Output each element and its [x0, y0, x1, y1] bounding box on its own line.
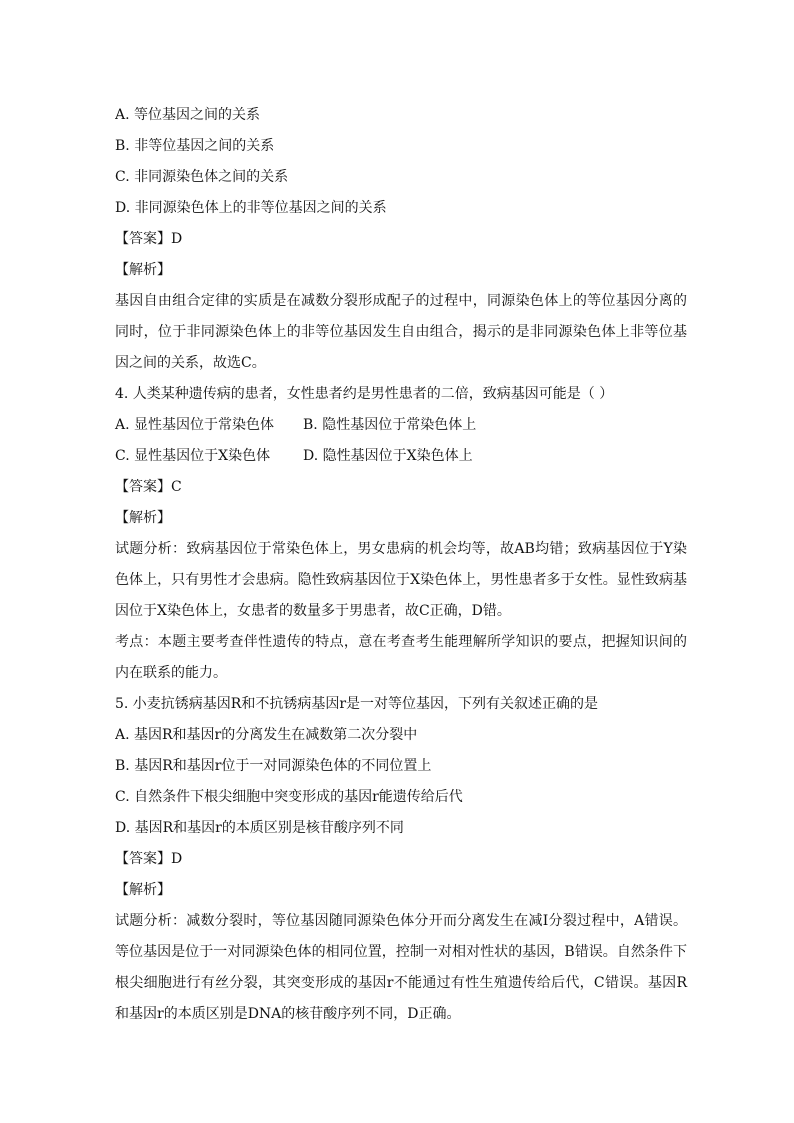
q5-option-c: C. 自然条件下根尖细胞中突变形成的基因r能遗传给后代	[115, 789, 463, 805]
q3-option-b: B. 非等位基因之间的关系	[115, 138, 275, 154]
q4-option-d: D. 隐性基因位于X染色体上	[303, 448, 473, 464]
q4-stem: 4. 人类某种遗传病的患者，女性患者约是男性患者的二倍，致病基因可能是（ ）	[115, 386, 614, 402]
document-page	[115, 100, 687, 1030]
q3-answer: 【答案】D	[115, 231, 183, 247]
q5-answer: 【答案】D	[115, 851, 183, 867]
q5-option-d: D. 基因R和基因r的本质区别是核苷酸序列不同	[115, 820, 404, 836]
q5-option-a: A. 基因R和基因r的分离发生在减数第二次分裂中	[115, 727, 418, 743]
q4-option-b: B. 隐性基因位于常染色体上	[303, 417, 477, 433]
q4-analysis: 试题分析：致病基因位于常染色体上，男女患病的机会均等，故AB均错；致病基因位于Y染色体上，只有男性才会患病。隐性致病基因位于X染色体上，男性患者多于女性。显性致病基因位于X染色体上，女患者的数量多于男患者，故C正确，D错。	[115, 541, 687, 619]
q5-stem: 5. 小麦抗锈病基因R和不抗锈病基因r是一对等位基因，下列有关叙述正确的是	[115, 696, 599, 712]
q4-analysis-label: 【解析】	[115, 510, 171, 526]
q3-analysis-label: 【解析】	[115, 262, 171, 278]
q3-option-a: A. 等位基因之间的关系	[115, 107, 261, 123]
q4-option-c: C. 显性基因位于X染色体	[115, 448, 271, 464]
q4-option-a: A. 显性基因位于常染色体	[115, 417, 275, 433]
q3-option-d: D. 非同源染色体上的非等位基因之间的关系	[115, 200, 387, 216]
q3-option-c: C. 非同源染色体之间的关系	[115, 169, 289, 185]
q5-option-b: B. 基因R和基因r位于一对同源染色体的不同位置上	[115, 758, 432, 774]
q4-options-row-2	[115, 441, 687, 472]
q3-analysis: 基因自由组合定律的实质是在减数分裂形成配子的过程中，同源染色体上的等位基因分离的同时，位于非同源染色体上的非等位基因发生自由组合，揭示的是非同源染色体上非等位基因之间的关系，故选C。	[115, 293, 687, 371]
q4-options-row-1	[115, 410, 687, 441]
q4-kaodian: 考点：本题主要考查伴性遗传的特点，意在考查考生能理解所学知识的要点，把握知识间的内在联系的能力。	[115, 634, 687, 681]
q4-answer: 【答案】C	[115, 479, 182, 495]
q5-analysis-label: 【解析】	[115, 882, 171, 898]
q5-analysis: 试题分析：减数分裂时，等位基因随同源染色体分开而分离发生在减Ⅰ分裂过程中，A错误。等位基因是位于一对同源染色体的相同位置，控制一对相对性状的基因，B错误。自然条件下根尖细胞进行有丝分裂，其突变形成的基因r不能通过有性生殖遗传给后代，C错误。基因R和基因r的本质区别是DNA的核苷酸序列不同，D正确。	[115, 913, 687, 1022]
